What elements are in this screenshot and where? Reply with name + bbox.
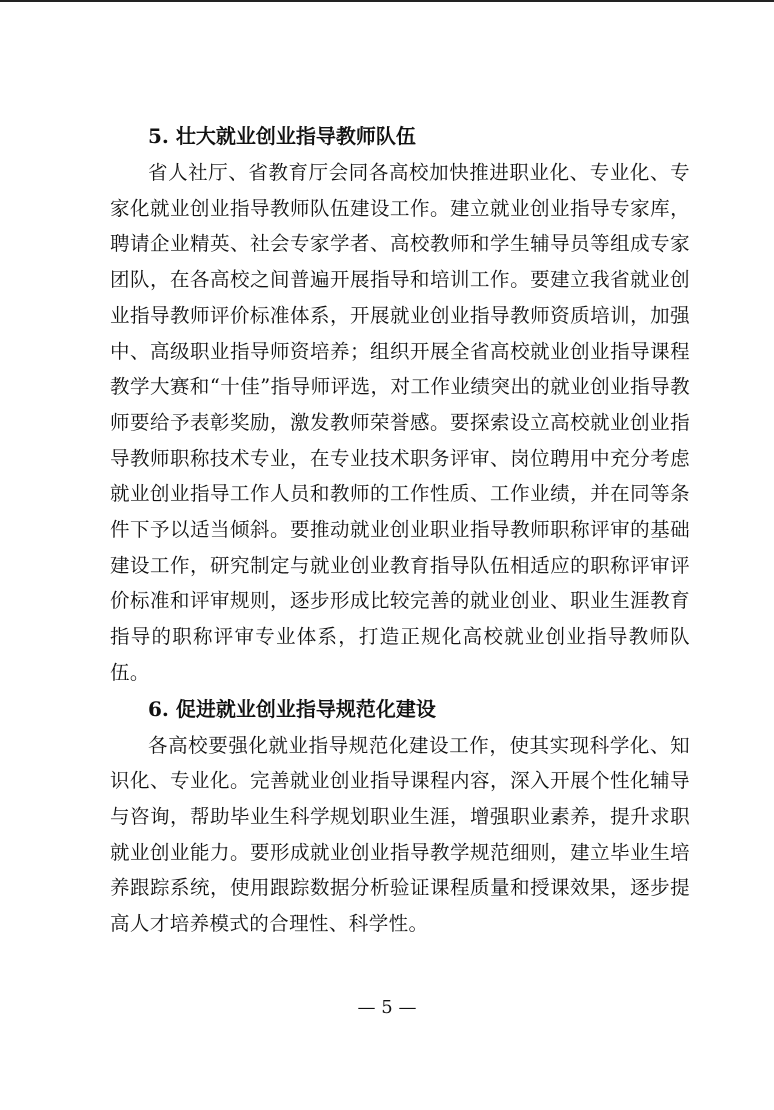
section-6-heading: 6. 促进就业创业指导规范化建设 (148, 696, 436, 721)
document-body (110, 118, 690, 942)
page-number: — 5 — (357, 997, 417, 1018)
section-6-paragraph: 各高校要强化就业指导规范化建设工作，使其实现科学化、知识化、专业化。完善就业创业指导课程内容，深入开展个性化辅导与咨询，帮助毕业生科学规划职业生涯，增强职业素养，提升求职就业创业能力。要形成就业创业指导教学规范细则，建立毕业生培养跟踪系统，使用跟踪数据分析验证课程质量和授课效果，逐步提高人才培养模式的合理性、科学性。 (110, 733, 690, 936)
section-5-paragraph: 省人社厅、省教育厅会同各高校加快推进职业化、专业化、专家化就业创业指导教师队伍建设工作。建立就业创业指导专家库，聘请企业精英、社会专家学者、高校教师和学生辅导员等组成专家团队，在各高校之间普遍开展指导和培训工作。要建立我省就业创业指导教师评价标准体系，开展就业创业指导教师资质培训，加强中、高级职业指导师资培养；组织开展全省高校就业创业指导课程教学大赛和“十佳”指导师评选，对工作业绩突出的就业创业指导教师要给予表彰奖励，激发教师荣誉感。要探索设立高校就业创业指导教师职称技术专业，在专业技术职务评审、岗位聘用中充分考虑就业创业指导工作人员和教师的工作性质、工作业绩，并在同等条件下予以适当倾斜。要推动就业创业职业指导教师职称评审的基础建设工作，研究制定与就业创业教育指导队伍相适应的职称评审评价标准和评审规则，逐步形成比较完善的就业创业、职业生涯教育指导的职称评审专业体系，打造正规化高校就业创业指导教师队伍。 (110, 161, 690, 684)
top-border (0, 0, 774, 2)
section-5-heading: 5. 壮大就业创业指导教师队伍 (148, 124, 416, 148)
